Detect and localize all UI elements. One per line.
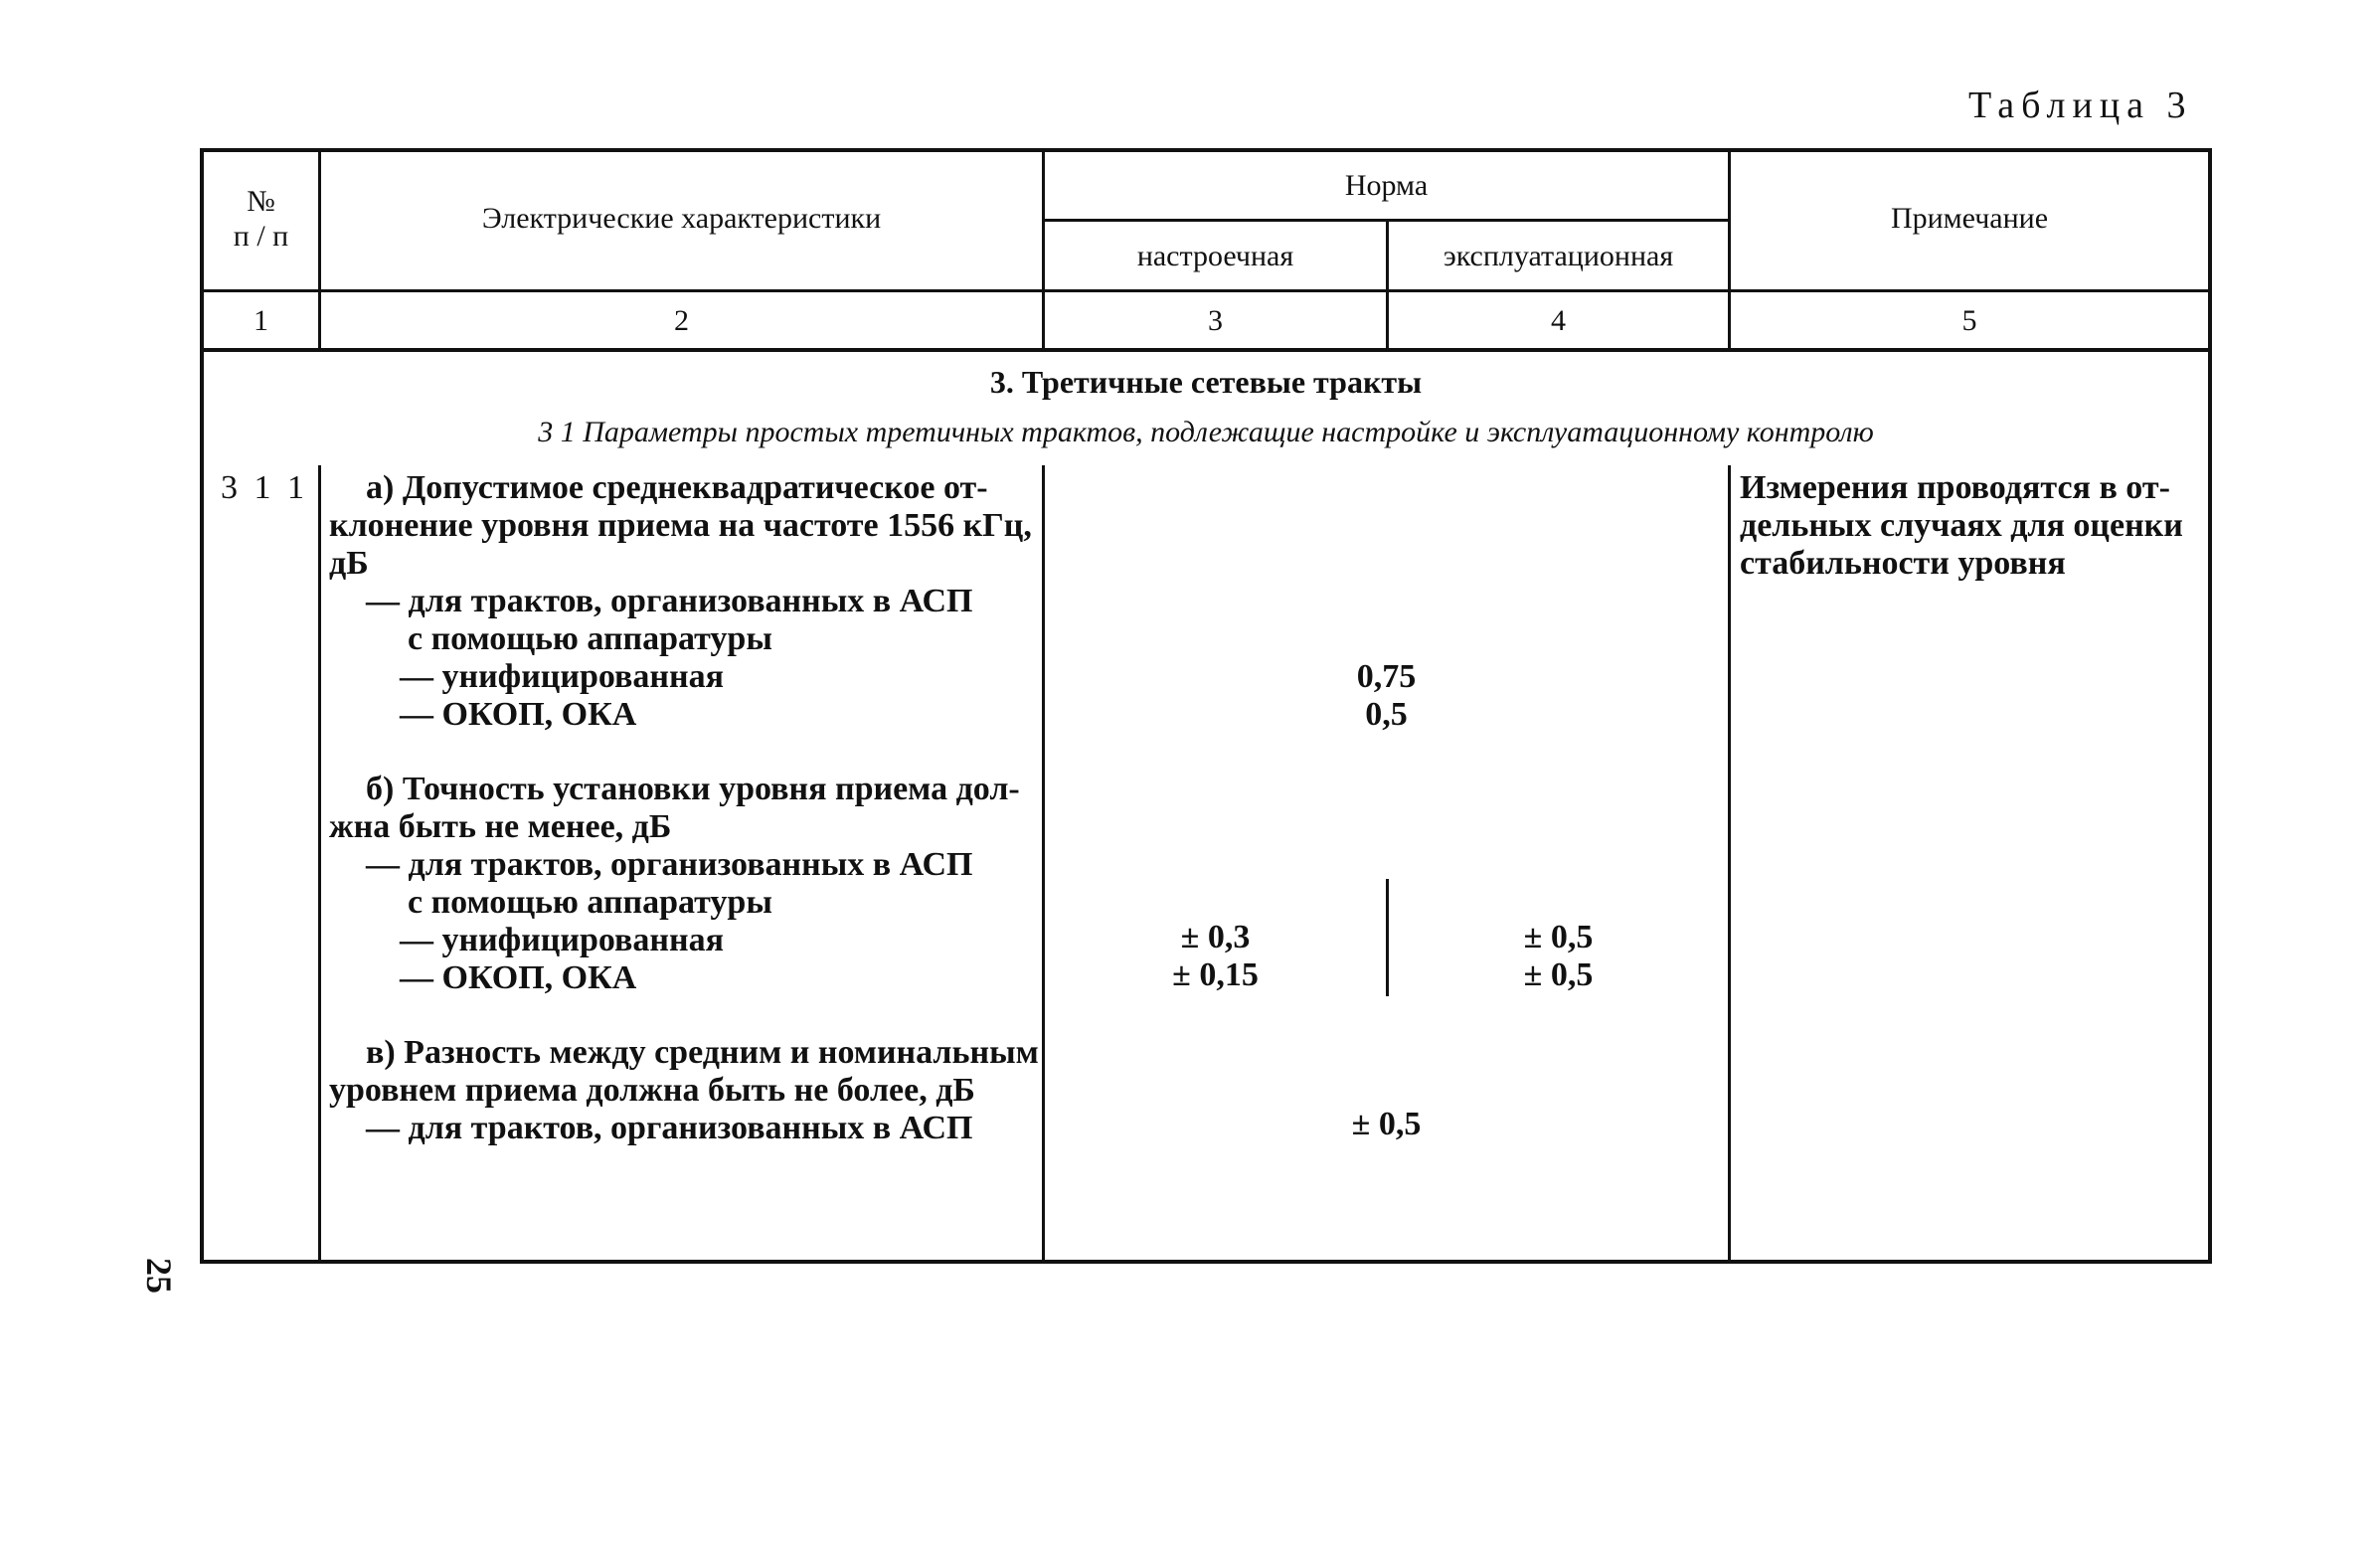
- col-number-3: 3: [1208, 304, 1223, 337]
- rule-numbers-bottom: [200, 348, 2212, 352]
- col-number-4: 4: [1551, 304, 1566, 337]
- value-a-okop: 0,5: [1365, 696, 1408, 733]
- value-a-unified: 0,75: [1356, 658, 1417, 695]
- text-line: с помощью аппаратуры: [408, 884, 772, 921]
- rule-bottom: [200, 1260, 2212, 1264]
- text-line: уровнем приема должна быть не более, дБ: [329, 1072, 975, 1109]
- text-line: клонение уровня приема на частоте 1556 кГц,: [329, 507, 1032, 544]
- text-line: — для трактов, организованных в АСП: [366, 1110, 973, 1146]
- subsection-title: 3 1 Параметры простых третичных трактов, подлежащие настройке и эксплуатационному контролю: [538, 416, 1874, 448]
- header-col-setup: настроечная: [1136, 240, 1294, 272]
- header-col-number: № п / п: [233, 185, 289, 253]
- text-line: — ОКОП, ОКА: [400, 696, 637, 733]
- rule-v4-body: [1728, 465, 1731, 1264]
- text-line: дБ: [329, 545, 369, 582]
- value-c: ± 0,5: [1351, 1106, 1422, 1142]
- col-number-1: 1: [254, 304, 268, 337]
- text-line: — для трактов, организованных в АСП: [366, 583, 973, 619]
- text-line: — ОКОП, ОКА: [400, 959, 637, 996]
- rule-v1-body: [318, 465, 321, 1264]
- header-norm: Норма: [1344, 169, 1429, 202]
- rule-v2-body: [1042, 465, 1045, 1264]
- text-line: — унифицированная: [400, 658, 724, 695]
- value-b-oper-okop: ± 0,5: [1523, 956, 1594, 993]
- note-line: дельных случаях для оценки: [1740, 507, 2183, 544]
- table-caption: Таблица 3: [1968, 85, 2193, 126]
- value-b-setup-okop: ± 0,15: [1172, 956, 1259, 993]
- page-number: 25: [139, 1258, 179, 1294]
- col-number-5: 5: [1961, 304, 1977, 337]
- rule-top: [200, 148, 2212, 152]
- text-line: в) Разность между средним и номинальным: [366, 1034, 1039, 1071]
- text-line: с помощью аппаратуры: [408, 620, 772, 657]
- text-line: — унифицированная: [400, 922, 724, 958]
- section-title: 3. Третичные сетевые тракты: [989, 364, 1423, 400]
- header-col-note: Примечание: [1890, 202, 2049, 235]
- text-line: жна быть не менее, дБ: [329, 808, 672, 845]
- text-line: б) Точность установки уровня приема дол-: [366, 771, 1020, 807]
- rule-right: [2208, 148, 2212, 1264]
- row-number: 3 1 1: [221, 469, 308, 506]
- value-b-oper-unified: ± 0,5: [1523, 919, 1594, 955]
- col-number-2: 2: [674, 304, 689, 337]
- rule-header-bottom: [200, 289, 2212, 292]
- note-line: Измерения проводятся в от-: [1740, 469, 2170, 506]
- text-line: — для трактов, организованных в АСП: [366, 846, 973, 883]
- header-col-characteristics: Электрические характеристики: [481, 202, 882, 235]
- value-b-setup-unified: ± 0,3: [1180, 919, 1251, 955]
- note-line: стабильности уровня: [1740, 545, 2066, 582]
- text-line: а) Допустимое среднеквадратическое от-: [366, 469, 988, 506]
- header-col-operational: эксплуатационная: [1443, 240, 1674, 272]
